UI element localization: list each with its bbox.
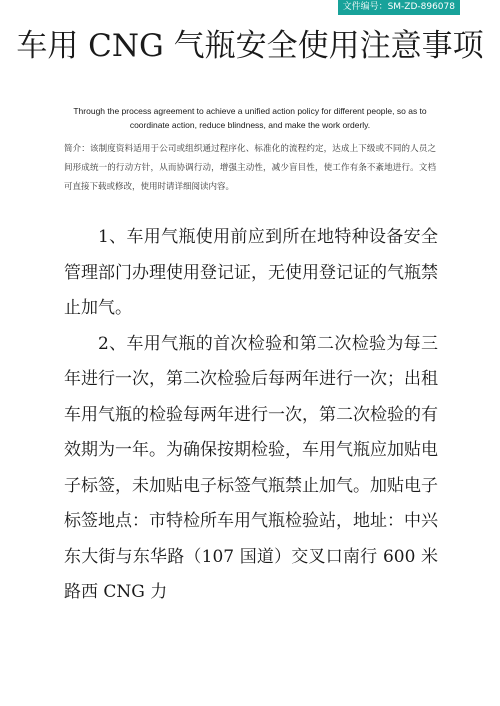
english-subtitle: Through the process agreement to achieve a unified action policy for different people, so as to coordinate action, reduce blindness, and make the work orderly. <box>73 106 427 130</box>
body-paragraph-2: 2、车用气瓶的首次检验和第二次检验为每三年进行一次，第二次检验后每两年进行一次；出租车用气瓶的检验每两年进行一次，第二次检验的有效期为一年。为确保按期检验，车用气瓶应加贴电子标签，未加贴电子标签气瓶禁止加气。加贴电子标签地点：市特检所车用气瓶检验站，地址：中兴东大街与东华路（107 国道）交叉口南行 600 米路西 CNG 力 <box>64 333 438 602</box>
document-body <box>64 220 438 611</box>
summary-text: 简介：该制度资料适用于公司或组织通过程序化、标准化的流程约定，达成上下级或不同的人员之间形成统一的行动方针，从而协调行动，增强主动性，减少盲目性，使工作有条不紊地进行。文档可直接下载或修改，使用时请详细阅读内容。 <box>64 144 436 192</box>
body-paragraph-1: 1、车用气瓶使用前应到所在地特种设备安全管理部门办理使用登记证，无使用登记证的气瓶禁止加气。 <box>64 227 438 318</box>
document-title: 车用 CNG 气瓶安全使用注意事项 <box>16 28 484 64</box>
document-code-badge: 文件编号：SM-ZD-896078 <box>338 0 460 15</box>
